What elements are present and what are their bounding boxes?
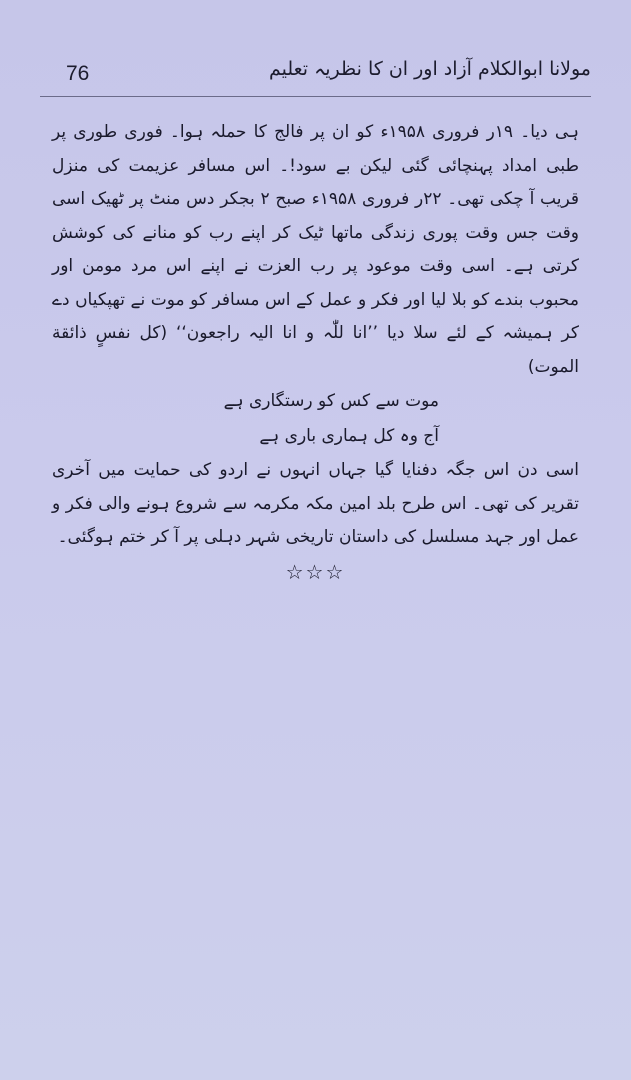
- paragraph-death-account: ہی دیا۔ ۱۹ر فروری ۱۹۵۸ء کو ان پر فالج کا حملہ ہوا۔ فوری طوری پر طبی امداد پہنچائی گئی لیکن بے سود!۔ اس مسافر عزیمت کی منزل قریب آ چکی تھی۔ ۲۲ر فروری ۱۹۵۸ء صبح ۲ بجکر دس منٹ پر ٹھیک اسی وقت جس وقت پوری زندگی ماتھا ٹیک کر اپنے رب کو منانے کی کوشش کرتی ہے۔ اسی وقت موعود پر رب العزت نے اپنے اس مرد مومن اور محبوب بندے کو بلا لیا اور فکر و عمل کے اس مسافر کو موت نے تھپکیاں دے کر ہمیشہ کے لئے سلا دیا ’’انا للّٰہ و انا الیہ راجعون‘‘ (کل نفسٍ ذائقة الموت): [52, 122, 579, 377]
- page-number: 76: [66, 62, 90, 85]
- main-text: [52, 116, 579, 555]
- section-ornament: ☆☆☆: [285, 560, 346, 584]
- running-title: مولانا ابوالکلام آزاد اور ان کا نظریہ تعلیم: [268, 58, 591, 80]
- paragraph-burial: اسی دن اس جگہ دفنایا گیا جہاں انہوں نے اردو کی حمایت میں آخری تقریر کی تھی۔ اس طرح بلد امین مکہ مکرمہ سے شروع ہونے والی فکر و عمل اور جہد مسلسل کی داستان تاریخی شہر دہلی پر آ کر ختم ہوگئی۔: [52, 460, 579, 547]
- verse-line-2: آج وہ کل ہماری باری ہے: [259, 426, 439, 446]
- page-header: [40, 58, 591, 92]
- header-divider: [40, 96, 591, 97]
- verse-line-1: موت سے کس کو رستگاری ہے: [223, 391, 439, 411]
